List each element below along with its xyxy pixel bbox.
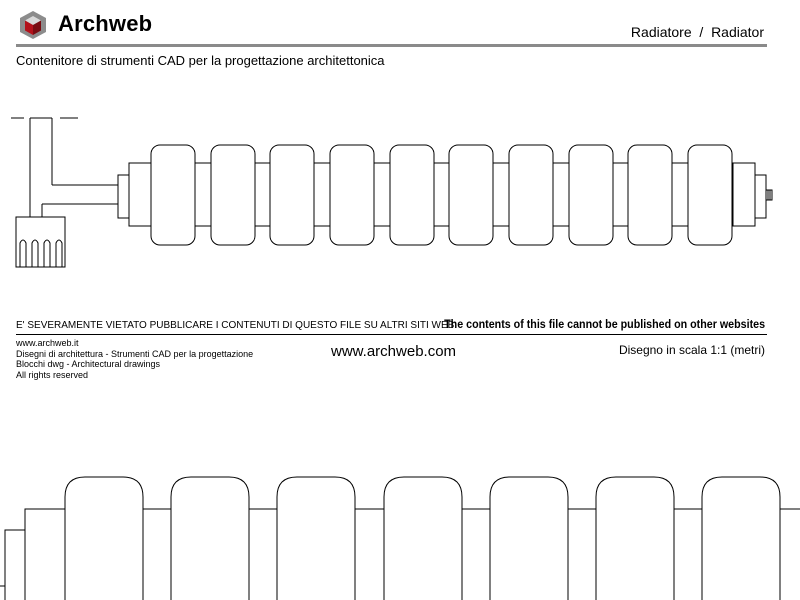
tagline: Contenitore di strumenti CAD per la progettazione architettonica xyxy=(16,53,385,68)
page-title: Radiatore / Radiator xyxy=(630,24,764,40)
radiator-top-view xyxy=(11,118,772,267)
radiator-front-detail xyxy=(0,477,800,600)
site-info-block xyxy=(16,338,253,380)
info-divider xyxy=(16,334,767,335)
info-line: Disegni di architettura - Strumenti CAD per la progettazione xyxy=(16,348,254,359)
scale-note: Disegno in scala 1:1 (metri) xyxy=(618,343,765,357)
brand-name[interactable]: Archweb xyxy=(58,11,153,36)
site-link[interactable]: www.archweb.it xyxy=(16,338,79,348)
site-url[interactable]: www.archweb.com xyxy=(331,343,457,360)
copyright-warning-italian: E' SEVERAMENTE VIETATO PUBBLICARE I CONTENUTI DI QUESTO FILE SU ALTRI SITI WEB xyxy=(16,320,455,331)
copyright-warning-english: The contents of this file cannot be published on other websites xyxy=(444,319,765,331)
info-line: All rights reserved xyxy=(16,369,89,380)
info-line: Blocchi dwg - Architectural drawings xyxy=(16,359,161,369)
